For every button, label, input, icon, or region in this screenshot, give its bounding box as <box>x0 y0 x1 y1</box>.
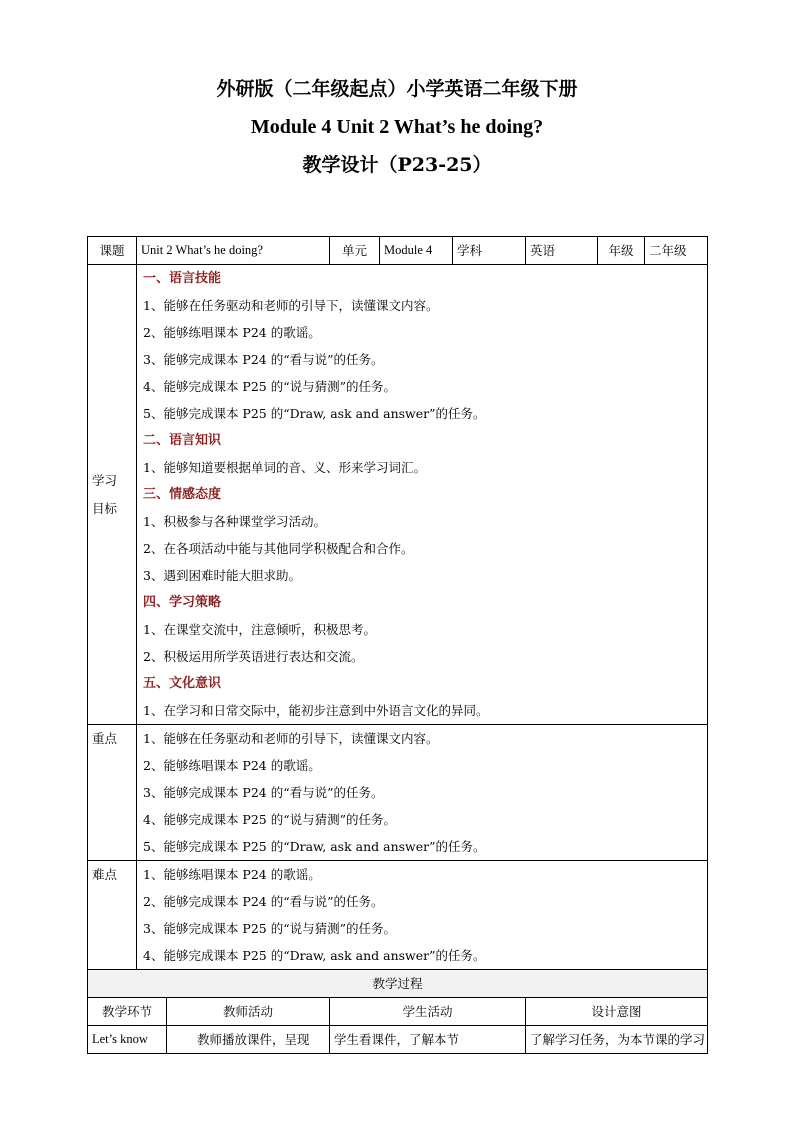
list-item: 4、能够完成课本 P25 的“Draw, ask and answer”的任务。 <box>143 948 486 963</box>
list-item: 1、能够在任务驱动和老师的引导下，读懂课文内容。 <box>143 731 439 746</box>
doc-title: 外研版（二年级起点）小学英语二年级下册 <box>216 78 578 100</box>
stage-cell: Let’s know <box>88 1026 167 1054</box>
list-item: 1、能够知道要根据单词的音、义、形来学习词汇。 <box>143 460 426 475</box>
list-item: 2、能够完成课本 P24 的“看与说”的任务。 <box>143 894 384 909</box>
section-heading-attitude: 三、情感态度 <box>143 487 222 502</box>
list-item: 4、能够完成课本 P25 的“说与猜测”的任务。 <box>143 379 396 394</box>
process-columns-row <box>88 998 708 1026</box>
difficulties-label: 难点 <box>88 861 137 970</box>
list-item: 1、能够在任务驱动和老师的引导下，读懂课文内容。 <box>143 298 439 313</box>
objectives-row <box>88 265 708 725</box>
doc-design-title: 教学设计（P23-25） <box>302 154 492 176</box>
topic-label: 课题 <box>88 237 137 265</box>
list-item: 5、能够完成课本 P25 的“Draw, ask and answer”的任务。 <box>143 406 486 421</box>
section-heading-skills: 一、语言技能 <box>143 271 222 286</box>
list-item: 4、能够完成课本 P25 的“说与猜测”的任务。 <box>143 812 396 827</box>
column-header-student: 学生活动 <box>330 998 526 1026</box>
doc-subtitle: Module 4 Unit 2 What’s he doing? <box>250 116 544 138</box>
list-item: 5、能够完成课本 P25 的“Draw, ask and answer”的任务。 <box>143 839 486 854</box>
section-heading-knowledge: 二、语言知识 <box>143 433 222 448</box>
column-header-stage: 教学环节 <box>88 998 167 1026</box>
design-intent-cell: 了解学习任务，为本节课的学习 <box>526 1026 708 1054</box>
difficulties-row <box>88 861 708 970</box>
topic-value: Unit 2 What’s he doing? <box>137 237 330 265</box>
objectives-label-line2: 目标 <box>92 500 118 516</box>
process-heading-row <box>88 970 708 998</box>
list-item: 2、能够练唱课本 P24 的歌谣。 <box>143 758 321 773</box>
unit-label: 单元 <box>330 237 380 265</box>
list-item: 3、能够完成课本 P24 的“看与说”的任务。 <box>143 785 384 800</box>
objectives-label-line1: 学习 <box>92 472 118 488</box>
list-item: 2、积极运用所学英语进行表达和交流。 <box>143 649 364 664</box>
column-header-teacher: 教师活动 <box>167 998 330 1026</box>
info-row <box>88 237 708 265</box>
objectives-content <box>137 265 708 725</box>
list-item: 1、能够练唱课本 P24 的歌谣。 <box>143 867 321 882</box>
column-header-intent: 设计意图 <box>526 998 708 1026</box>
lesson-plan-table <box>87 236 708 1054</box>
subject-label: 学科 <box>453 237 526 265</box>
grade-value: 二年级 <box>645 237 708 265</box>
section-heading-culture: 五、文化意识 <box>143 676 222 691</box>
objectives-label <box>88 265 137 725</box>
document-header <box>0 70 794 184</box>
grade-label: 年级 <box>598 237 645 265</box>
list-item: 3、能够完成课本 P25 的“说与猜测”的任务。 <box>143 921 396 936</box>
key-points-content <box>137 725 708 861</box>
list-item: 2、能够练唱课本 P24 的歌谣。 <box>143 325 321 340</box>
list-item: 3、能够完成课本 P24 的“看与说”的任务。 <box>143 352 384 367</box>
list-item: 1、在学习和日常交际中，能初步注意到中外语言文化的异同。 <box>143 703 489 718</box>
student-activity-cell: 学生看课件，了解本节 <box>330 1026 526 1054</box>
unit-value: Module 4 <box>380 237 453 265</box>
table-row <box>88 1026 708 1054</box>
key-points-row <box>88 725 708 861</box>
key-points-label: 重点 <box>88 725 137 861</box>
section-heading-strategy: 四、学习策略 <box>143 595 222 610</box>
list-item: 2、在各项活动中能与其他同学积极配合和合作。 <box>143 541 414 556</box>
difficulties-content <box>137 861 708 970</box>
list-item: 1、在课堂交流中，注意倾听，积极思考。 <box>143 622 376 637</box>
list-item: 3、遇到困难时能大胆求助。 <box>143 568 301 583</box>
teacher-activity-cell: 教师播放课件，呈现 <box>167 1026 330 1054</box>
process-heading: 教学过程 <box>88 970 708 998</box>
list-item: 1、积极参与各种课堂学习活动。 <box>143 514 326 529</box>
subject-value: 英语 <box>526 237 598 265</box>
